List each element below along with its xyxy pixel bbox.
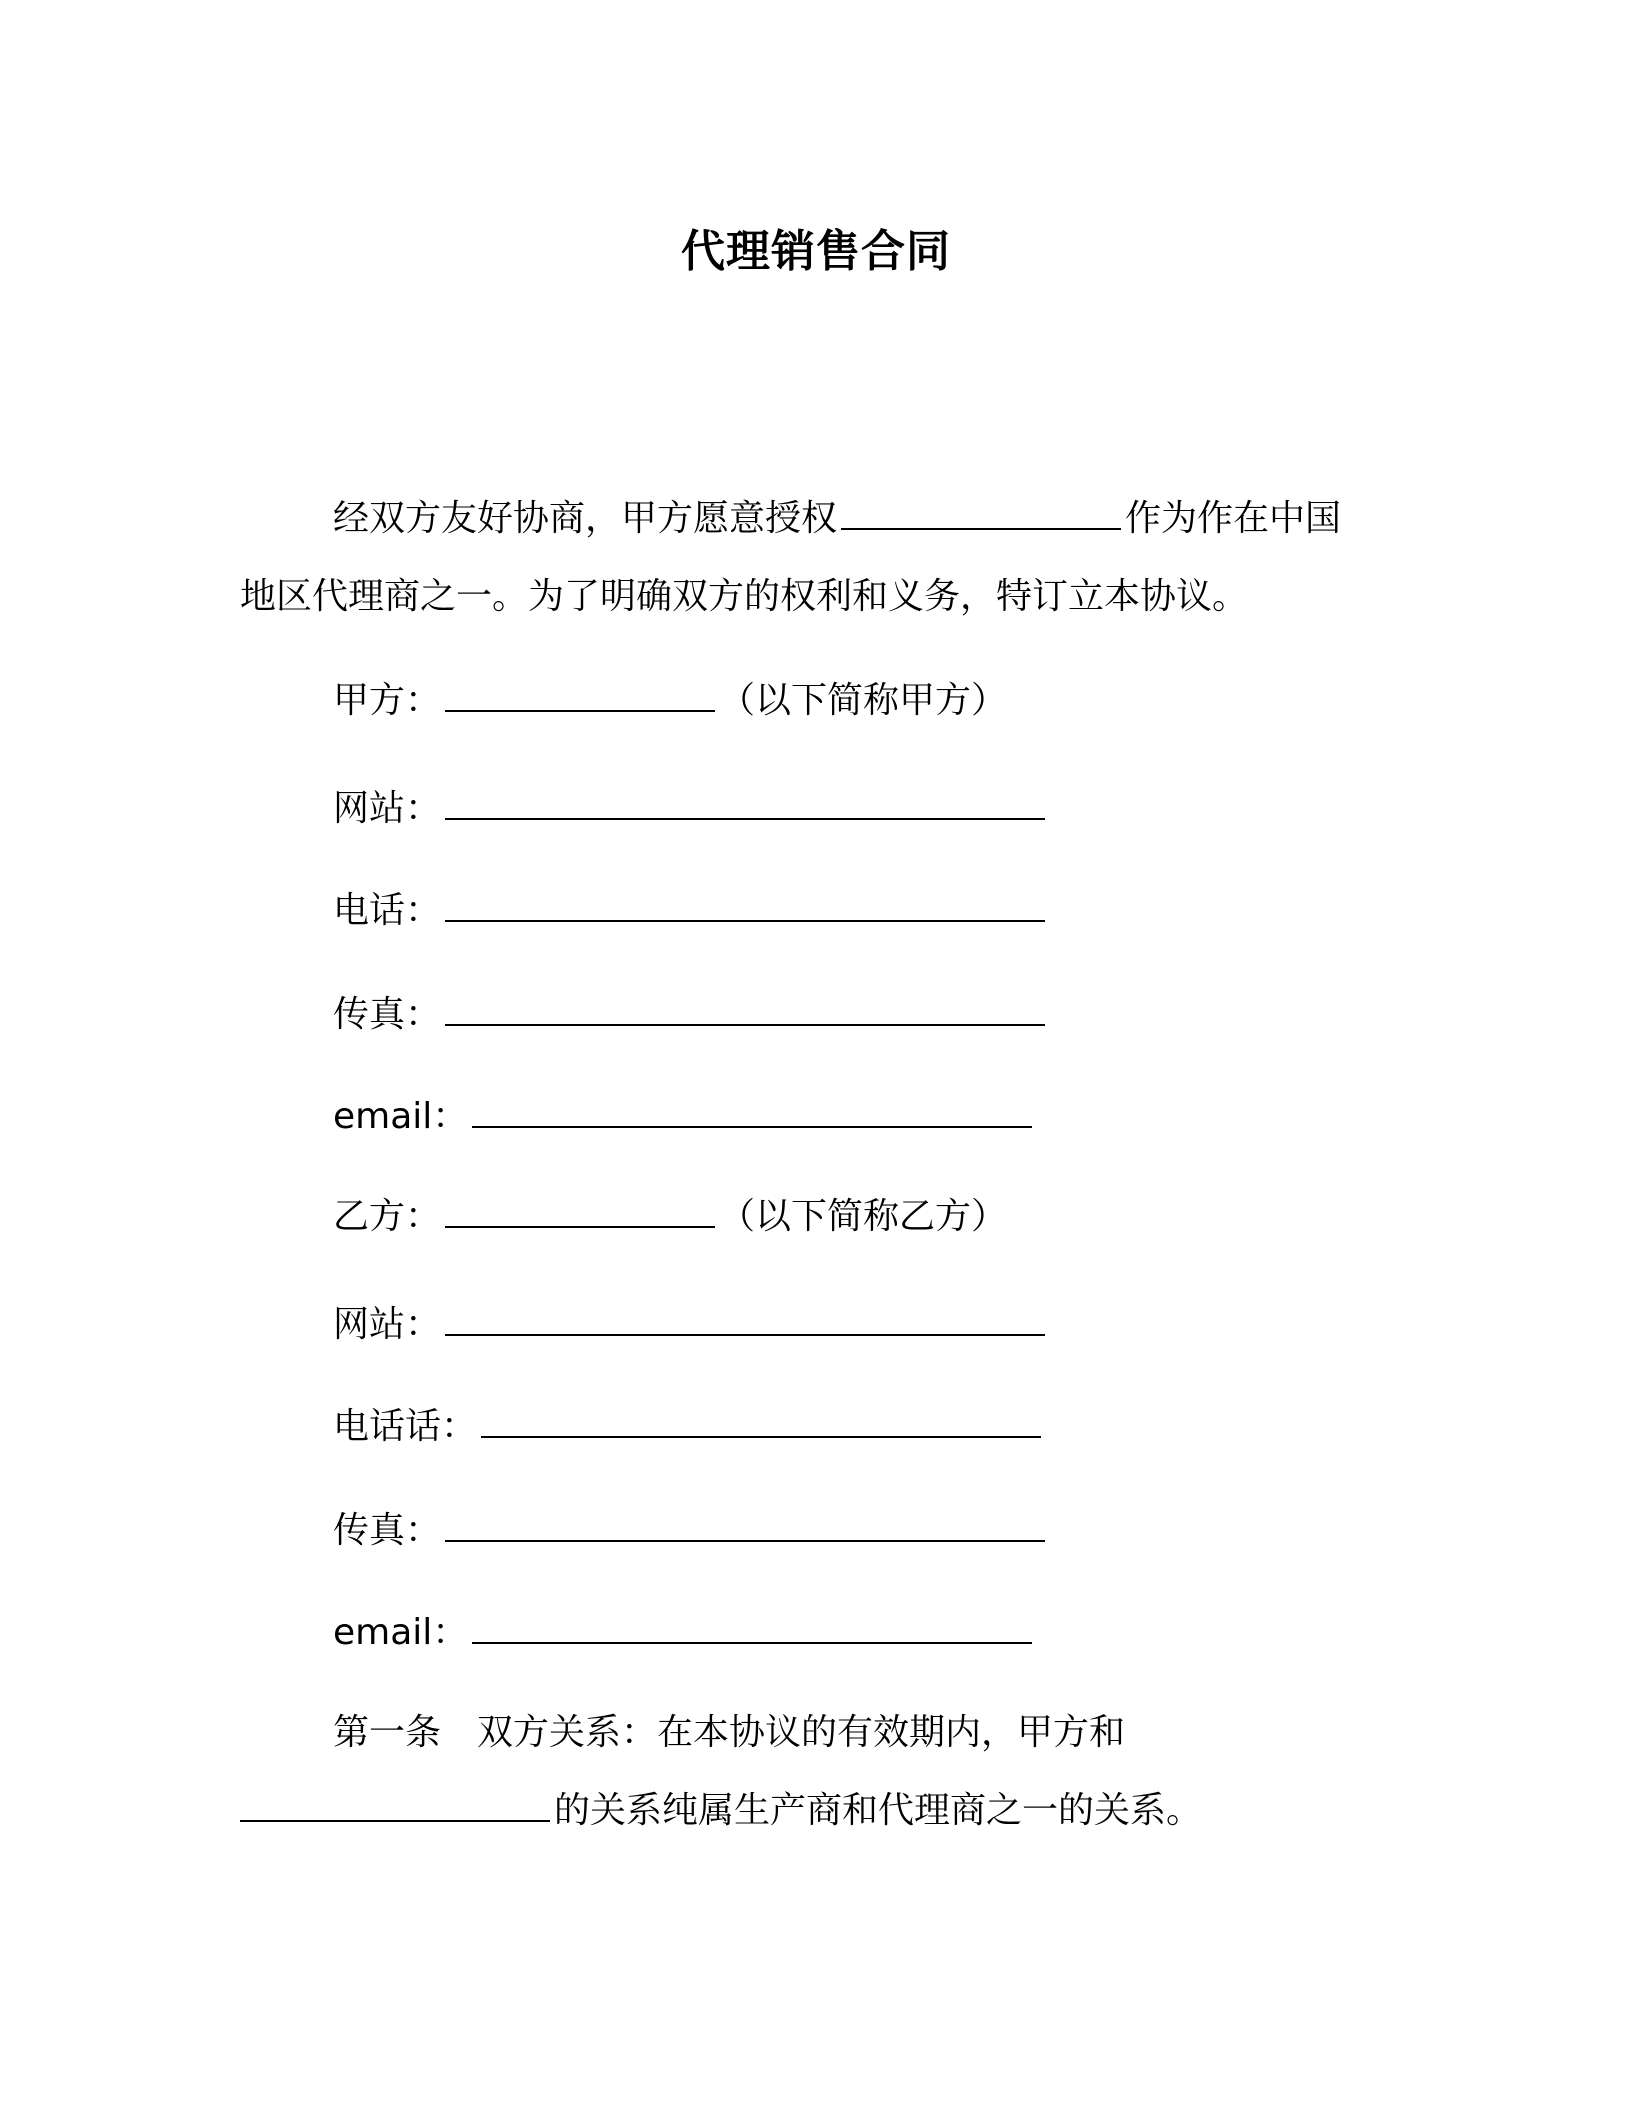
party-b-website-blank[interactable] [445, 1300, 1045, 1336]
party-b-fax-blank[interactable] [445, 1506, 1045, 1542]
party-b-email-label: email： [333, 1612, 469, 1653]
party-a-email-row [333, 1092, 1036, 1142]
intro-line-1 [333, 494, 1341, 544]
party-a-row [333, 676, 1007, 726]
party-b-phone-label: 电话话： [333, 1406, 478, 1447]
party-b-fax-label: 传真： [333, 1510, 442, 1551]
intro-line-2: 地区代理商之一。为了明确双方的权利和义务，特订立本协议。 [240, 576, 1249, 617]
party-a-website-label: 网站： [333, 788, 442, 829]
article-1-line-2 [240, 1786, 1202, 1836]
intro-text-part1: 经双方友好协商，甲方愿意授权 [333, 498, 838, 539]
intro-text-part2: 作为作在中国 [1125, 498, 1342, 539]
party-b-phone-blank[interactable] [481, 1402, 1041, 1438]
party-b-email-blank[interactable] [472, 1608, 1032, 1644]
party-a-suffix: （以下简称甲方） [719, 680, 1008, 721]
article-1-line-1: 第一条 双方关系：在本协议的有效期内，甲方和 [333, 1712, 1126, 1753]
party-b-website-row [333, 1300, 1049, 1350]
party-a-email-label: email： [333, 1096, 469, 1137]
article-1-text: 的关系纯属生产商和代理商之一的关系。 [554, 1790, 1203, 1831]
party-b-website-label: 网站： [333, 1304, 442, 1345]
party-b-blank[interactable] [445, 1192, 715, 1228]
party-a-phone-row [333, 886, 1049, 936]
document-title: 代理销售合同 [681, 226, 951, 277]
party-a-email-blank[interactable] [472, 1092, 1032, 1128]
party-b-label: 乙方： [333, 1196, 442, 1237]
party-b-suffix: （以下简称乙方） [719, 1196, 1008, 1237]
party-a-phone-blank[interactable] [445, 886, 1045, 922]
article-1-party-blank[interactable] [240, 1786, 550, 1822]
party-a-blank[interactable] [445, 676, 715, 712]
party-b-email-row [333, 1608, 1036, 1658]
party-b-row [333, 1192, 1007, 1242]
party-b-phone-row [333, 1402, 1045, 1452]
party-a-fax-row [333, 990, 1049, 1040]
party-a-fax-blank[interactable] [445, 990, 1045, 1026]
party-a-phone-label: 电话： [333, 890, 442, 931]
party-a-website-blank[interactable] [445, 784, 1045, 820]
party-a-fax-label: 传真： [333, 994, 442, 1035]
party-a-website-row [333, 784, 1049, 834]
party-b-fax-row [333, 1506, 1049, 1556]
authorized-party-blank[interactable] [841, 494, 1121, 530]
party-a-label: 甲方： [333, 680, 442, 721]
